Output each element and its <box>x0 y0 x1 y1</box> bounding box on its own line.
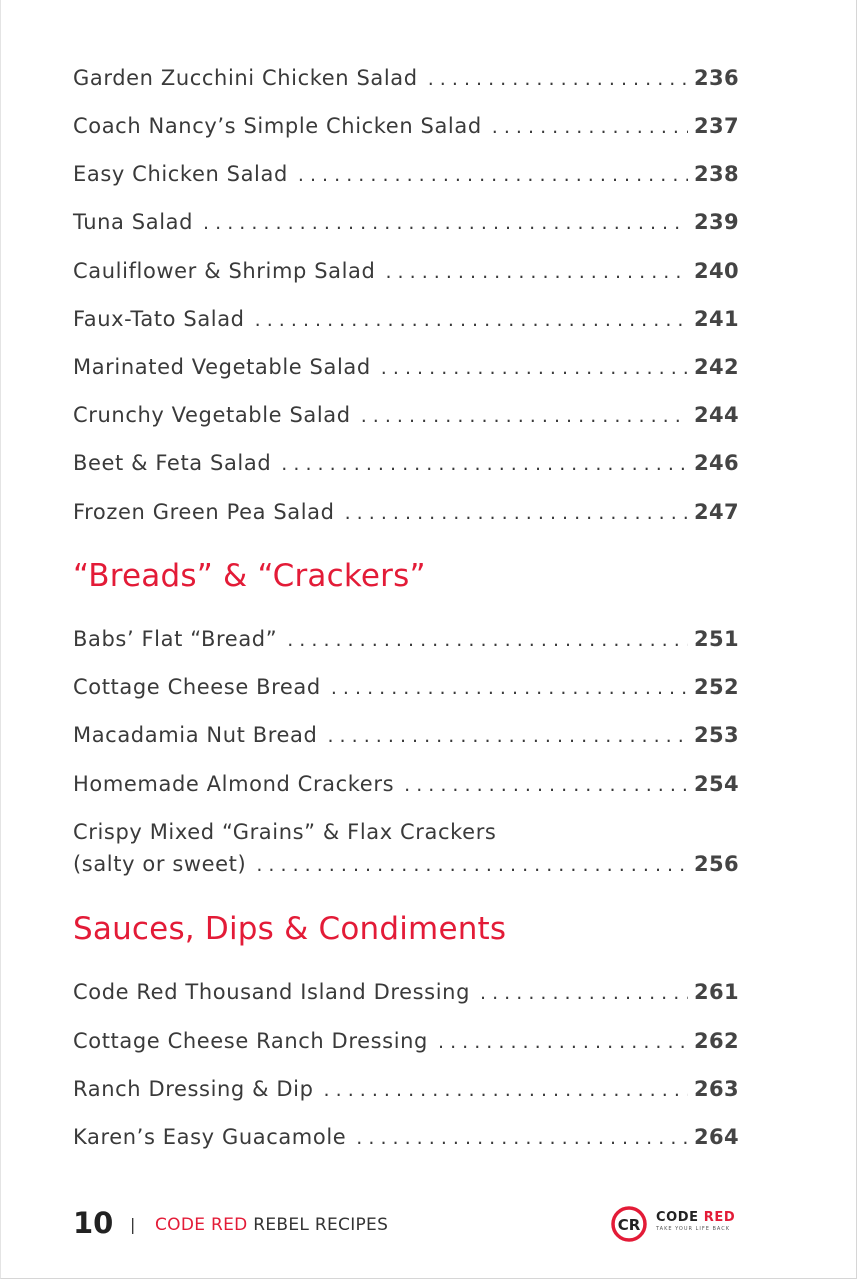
logo-tagline: TAKE YOUR LIFE BACK <box>656 1226 730 1232</box>
toc-entry[interactable] <box>73 816 739 881</box>
entry-title: Frozen Green Pea Salad <box>73 500 335 524</box>
entry-title: Marinated Vegetable Salad <box>73 355 371 379</box>
toc-entry[interactable] <box>73 447 739 480</box>
toc-entry[interactable] <box>73 303 739 336</box>
toc-entry[interactable] <box>73 399 739 432</box>
toc-entry[interactable] <box>73 976 739 1009</box>
entry-title: Garden Zucchini Chicken Salad <box>73 66 418 90</box>
toc-entry[interactable] <box>73 206 739 239</box>
entry-page: 256 <box>693 852 739 876</box>
entry-title: (salty or sweet) <box>73 852 247 876</box>
dot-leader <box>203 207 688 239</box>
toc-entry[interactable] <box>73 255 739 288</box>
entry-page: 252 <box>693 675 739 699</box>
toc-entry[interactable] <box>73 768 739 801</box>
toc-entry[interactable] <box>73 671 739 704</box>
entry-title: Crunchy Vegetable Salad <box>73 403 351 427</box>
entry-title: Easy Chicken Salad <box>73 162 288 186</box>
entry-title: Coach Nancy’s Simple Chicken Salad <box>73 114 482 138</box>
entry-page: 241 <box>693 307 739 331</box>
dot-leader <box>492 111 688 143</box>
entry-page: 238 <box>693 162 739 186</box>
code-red-logo <box>608 1205 748 1243</box>
toc-entry[interactable] <box>73 62 739 95</box>
entry-page: 263 <box>693 1077 739 1101</box>
entry-page: 251 <box>693 627 739 651</box>
dot-leader <box>327 720 687 752</box>
logo-word-red: RED <box>703 1210 736 1225</box>
logo-mark: CR <box>617 1216 641 1234</box>
section-heading: Sauces, Dips & Condiments <box>73 911 507 947</box>
section-heading: “Breads” & “Crackers” <box>73 558 426 594</box>
entry-page: 253 <box>693 723 739 747</box>
book-title-rest: REBEL RECIPES <box>247 1215 389 1235</box>
dot-leader <box>438 1026 688 1058</box>
toc-entry[interactable] <box>73 496 739 529</box>
page-number: 10 <box>73 1206 114 1240</box>
book-title <box>155 1207 388 1243</box>
logo-word-black: CODE <box>656 1210 704 1225</box>
entry-title: Cauliflower & Shrimp Salad <box>73 259 376 283</box>
toc-entry[interactable] <box>73 623 739 656</box>
entry-page: 262 <box>693 1029 739 1053</box>
toc-entry[interactable] <box>73 158 739 191</box>
entry-title: Beet & Feta Salad <box>73 451 272 475</box>
entry-title: Cottage Cheese Ranch Dressing <box>73 1029 428 1053</box>
dot-leader <box>331 672 688 704</box>
dot-leader <box>385 256 688 288</box>
entry-page: 247 <box>693 500 739 524</box>
entry-page: 236 <box>693 66 739 90</box>
toc-entry[interactable] <box>73 1025 739 1058</box>
entry-page: 246 <box>693 451 739 475</box>
entry-page: 242 <box>693 355 739 379</box>
entry-title: Tuna Salad <box>73 210 194 234</box>
entry-title-line1: Crispy Mixed “Grains” & Flax Crackers <box>73 820 497 844</box>
dot-leader <box>298 159 688 191</box>
entry-title: Cottage Cheese Bread <box>73 675 321 699</box>
toc-entry[interactable] <box>73 1121 739 1154</box>
dot-leader <box>356 1122 688 1154</box>
entry-title: Faux-Tato Salad <box>73 307 245 331</box>
dot-leader <box>255 304 688 336</box>
entry-page: 254 <box>693 772 739 796</box>
entry-title: Homemade Almond Crackers <box>73 772 395 796</box>
entry-page: 239 <box>693 210 739 234</box>
dot-leader <box>381 352 688 384</box>
dot-leader <box>480 977 688 1009</box>
book-title-red: CODE RED <box>155 1215 248 1235</box>
dot-leader <box>345 497 688 529</box>
logo-wordmark <box>656 1211 735 1225</box>
entry-title: Ranch Dressing & Dip <box>73 1077 314 1101</box>
dot-leader <box>256 849 688 881</box>
entry-page: 244 <box>693 403 739 427</box>
toc-entry[interactable] <box>73 719 739 752</box>
dot-leader <box>404 769 688 801</box>
dot-leader <box>324 1074 688 1106</box>
entry-title: Babs’ Flat “Bread” <box>73 627 278 651</box>
entry-page: 264 <box>693 1125 739 1149</box>
cr-logo-icon <box>608 1205 652 1243</box>
toc-entry[interactable] <box>73 1073 739 1106</box>
dot-leader <box>287 624 688 656</box>
toc-entry[interactable] <box>73 351 739 384</box>
dot-leader <box>361 400 688 432</box>
entry-title: Karen’s Easy Guacamole <box>73 1125 347 1149</box>
toc-entry[interactable] <box>73 110 739 143</box>
entry-title: Code Red Thousand Island Dressing <box>73 980 470 1004</box>
dot-leader <box>428 63 688 95</box>
entry-title: Macadamia Nut Bread <box>73 723 318 747</box>
entry-page: 261 <box>693 980 739 1004</box>
entry-page: 240 <box>693 259 739 283</box>
dot-leader <box>281 448 688 480</box>
page-footer <box>73 1205 753 1245</box>
entry-page: 237 <box>693 114 739 138</box>
footer-separator: | <box>130 1215 136 1234</box>
